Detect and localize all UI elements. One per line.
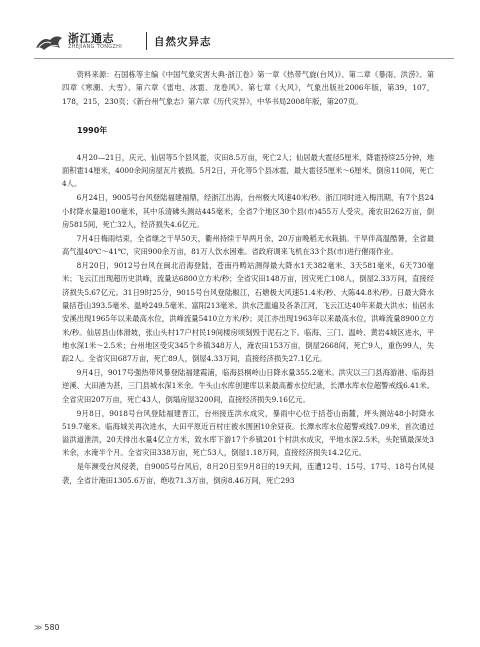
zhejiang-tongzhi-logo-icon	[34, 30, 64, 54]
paragraph-storm-9017: 9月4日，9017号强热带风暴登陆福建霞浦，临海县桐岭山日降水量355.2毫米。洪灾以三门县海游港、临海县逆溪、大田港为甚，三门县城水深1米余。牛头山水库创建库以来最高蓄水位纪录，长潭水库水位超警戒线6.41米。全省灾田207万亩，死亡43人，倒塌房屋3200间，直接经济损失9.16亿元。	[62, 368, 434, 404]
page-marker-icon: ≫	[34, 623, 42, 632]
header-rule	[34, 58, 454, 59]
page-header	[34, 30, 454, 56]
book-title: 自然灾异志	[154, 36, 212, 48]
year-heading: 1990年	[77, 125, 108, 135]
page-number: 580	[44, 623, 60, 632]
page-body	[62, 64, 434, 487]
paragraph-year-summary: 是年濒受台风侵袭，自9005号台风后，8月20日至9月8日的19天间，连遭12号、15号、17号、18号台风侵袭，全省计淹田1305.6万亩，绝收71.3万亩，倒房8.46万间，死亡293	[62, 462, 434, 485]
brand-name: 浙江通志	[68, 32, 114, 45]
paragraph-typhoon-9012-9015: 8月20日，9012号台风在闽北沿海登陆，苍南丹畴站测得最大降水1天382毫米、3天581毫米，6天730毫米；飞云江出现超历史洪峰，流量达6800立方米/秒；全省灾田148万亩，因灾死亡108人，倒屋2.33万间，直接经济损失5.67亿元。31日9时25分，9015号台风登陆椒江，石塘极大风速51.4米/秒、大陈44.8米/秒。日最大降水量括苍山393.5毫米、温岭249.5毫米、富阳213毫米。洪水泛滥遍及各条江河，飞云江达40年来最大洪水；仙居永安溪出现1965年以来最高水位，洪峰流量5410立方米/秒；灵江亦出现1963年以来最高水位，洪峰流量8900立方米/秒。仙居县山体滑坡，张山头村17户村民19间楼房顷刻毁于泥石之下。临海、三门、温岭、黄岩4城区进水，平地水深1米～2.5米；台州地区受灾345个乡镇348万人，淹农田153万亩，倒屋2668间，死亡9人，重伤99人，失踪2人。全省灾田687万亩，死亡89人，倒屋4.33万间，直接经济损失27.1亿元。	[62, 261, 434, 364]
page-footer	[34, 623, 60, 632]
paragraph-typhoon-9005: 6月24日，9005号台风登陆福建福鼎，经浙江出海，台州极大风速40米/秒。浙江同时进入梅汛期，有7个县24小时降水量超100毫米，其中乐清砩头测站445毫米，全省7个地区30个县(市)455万人受灾，淹农田262万亩，倒房5815间，死亡32人，经济损失4.6亿元。	[62, 193, 434, 229]
paragraph-typhoon-9018: 9月8日，9018号台风登陆福建晋江，台州接连洪水成灾，暴雨中心位于括苍山南麓，坪头测站48小时降水519.7毫米。临海城关再次进水，大田平原近百村庄被水围困10余昼夜。长潭水库水位超警戒线7.09米，首次通过溢洪道泄洪，20天排出水量4亿立方米，致水库下游17个乡镇201个村洪水成灾，平地水深2.5米，头陀镇最深处3米余，水淹半个月。全省灾田338万亩，死亡53人，倒屋1.18万间，直接经济损失14.2亿元。	[62, 408, 434, 458]
paragraph-hail-apr-may: 4月20—21日，庆元、仙居等5个县风雹，灾田8.5万亩，死亡2人；仙居最大雹径5厘米，降雹持续25分钟，地面积雹14厘米，4000余间房屋瓦片被损。5月2日，开化等5个县冰雹，最大雹径5厘米～6厘米，倒房110间，死亡4人。	[62, 152, 434, 189]
brand-pinyin: ZHEJIANG TONGZHI	[68, 44, 122, 50]
paragraph-drought-july: 7月4日梅雨结束，全省继之干旱50天，衢州持续干旱两月余，20万亩晚稻无水栽插。干旱伴高温酷暑，全省最高气温40℃～41℃，灾田900余万亩，81万人饮水困难。省政府调来飞机在33个县(市)进行催雨作业。	[62, 233, 434, 257]
source-note: 资料来源：石国栋等主编《中国气象灾害大典·浙江卷》第一章《热带气旋(台风)》、第二章《暴雨、洪涝》、第四章《寒潮、大雪》、第六章《雷电、冰雹、龙卷风》、第七章《大风》，气象出版社2006年版，第39，107，178，215，230页；《新台州气象志》第六章《历代灾异》，中华书局2008年版，第207页。	[62, 70, 434, 106]
header-divider	[146, 32, 147, 50]
